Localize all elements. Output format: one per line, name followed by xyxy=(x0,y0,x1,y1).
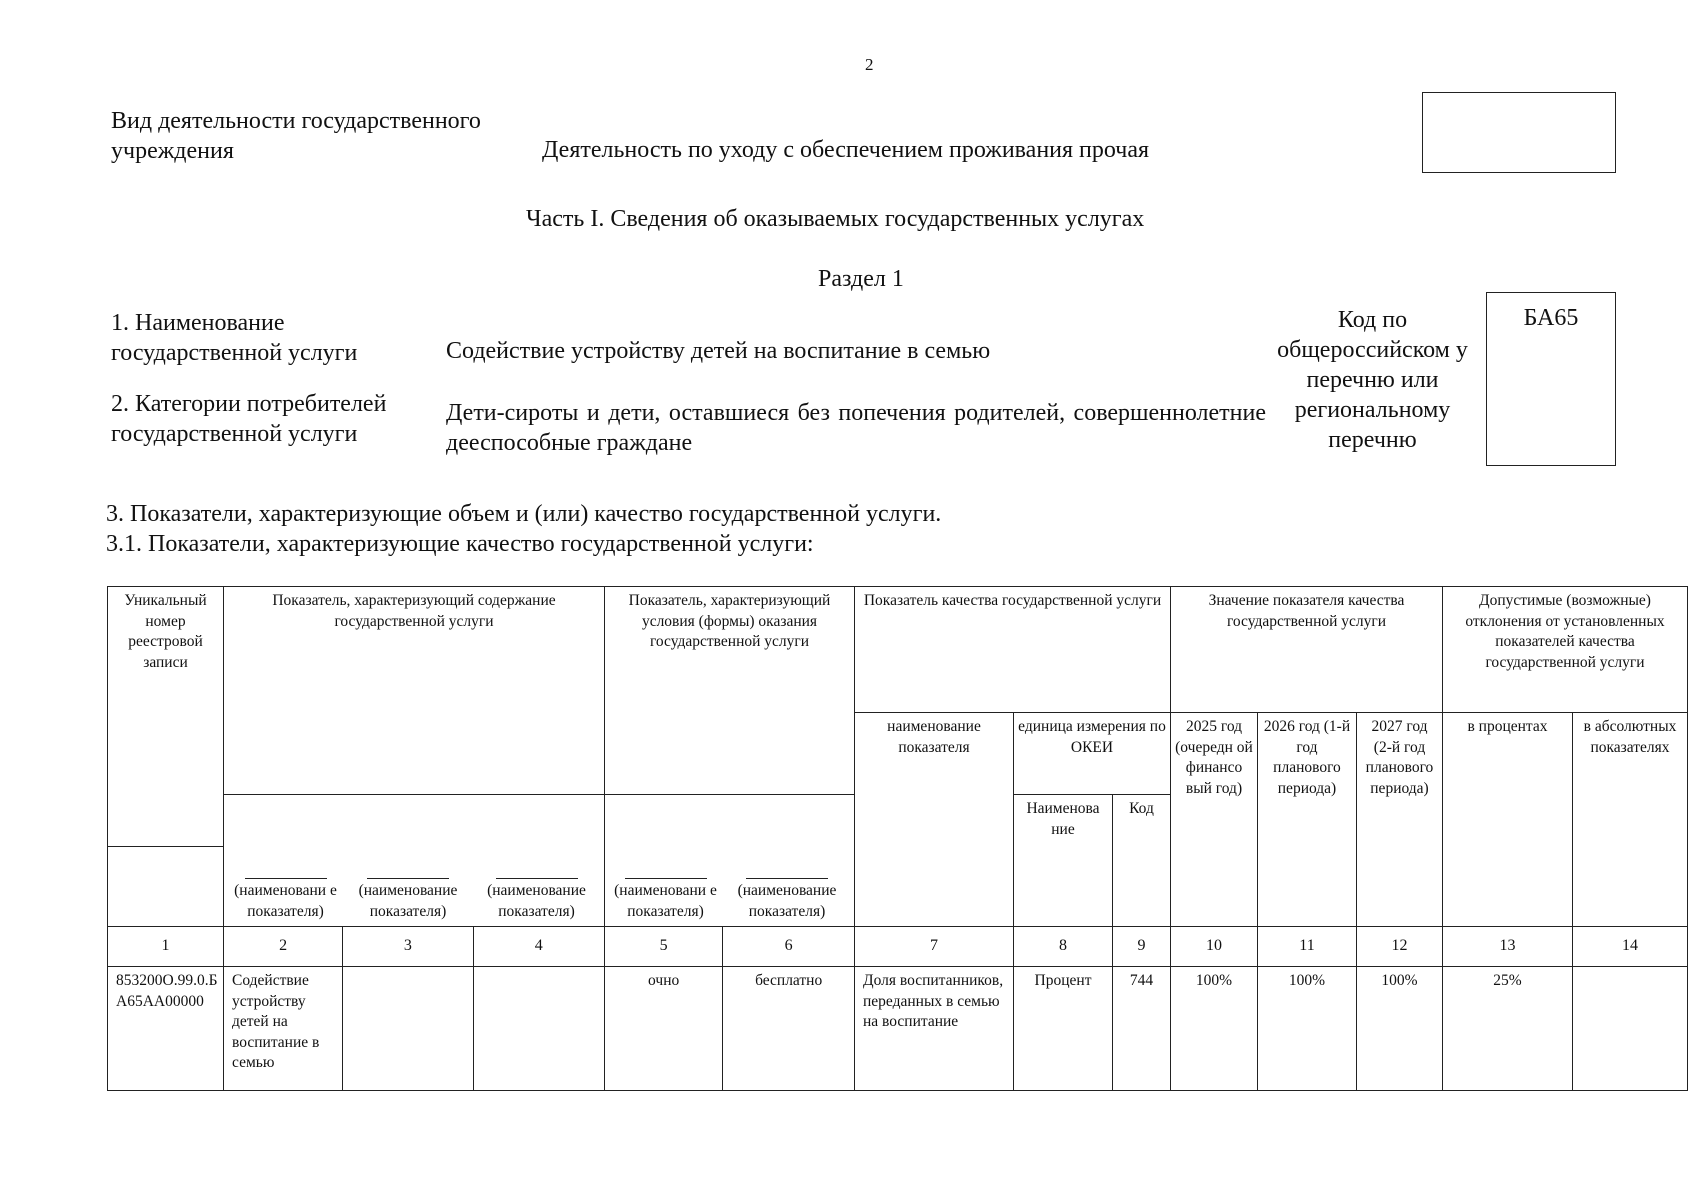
header-percent: в процентах xyxy=(1443,713,1573,927)
header-deviation: Допустимые (возможные) отклонения от установленных показателей качества государственной услуги xyxy=(1443,587,1688,713)
conditions-subcells xyxy=(605,795,855,927)
col-number: 13 xyxy=(1443,927,1573,967)
header-quality: Показатель качества государственной услуги xyxy=(855,587,1171,713)
header-2027-line1: 2027 год xyxy=(1371,718,1428,735)
activity-label-line2: учреждения xyxy=(111,138,234,164)
col-number: 9 xyxy=(1113,927,1171,967)
service-name-label-line2: государственной услуги xyxy=(111,340,358,366)
heading-3: 3. Показатели, характеризующие объем и (или) качество государственной услуги. xyxy=(106,501,942,527)
cell-unit-name: Процент xyxy=(1014,967,1113,1091)
table-row xyxy=(108,967,1688,1091)
cell-2026: 100% xyxy=(1258,967,1357,1091)
code-box xyxy=(1486,292,1616,466)
col-number: 7 xyxy=(855,927,1014,967)
col-number: 2 xyxy=(224,927,343,967)
column-number-row xyxy=(108,927,1688,967)
col-number: 14 xyxy=(1573,927,1688,967)
cell-col4 xyxy=(473,967,604,1091)
cell-unique: 853200О.99.0.БА65АА00000 xyxy=(108,967,224,1091)
header-conditions: Показатель, характеризующий условия (формы) оказания государственной услуги xyxy=(605,587,855,795)
header-2027-line3: планового xyxy=(1365,759,1434,776)
service-name-label xyxy=(111,308,441,368)
col-number: 3 xyxy=(343,927,473,967)
col-number: 8 xyxy=(1014,927,1113,967)
sub-3-wrap xyxy=(344,878,472,922)
header-content: Показатель, характеризующий содержание государственной услуги xyxy=(224,587,605,795)
quality-indicators-table xyxy=(107,586,1688,1091)
col-number: 11 xyxy=(1258,927,1357,967)
sub-5-wrap xyxy=(608,878,723,922)
content-subcells xyxy=(224,795,605,927)
consumers-label-line1: 2. Категории потребителей xyxy=(111,391,387,417)
service-name-label-line1: 1. Наименование xyxy=(111,310,285,336)
col-number: 10 xyxy=(1171,927,1258,967)
sub-2: (наименовани е показателя) xyxy=(234,882,337,920)
consumers-label xyxy=(111,389,441,449)
cell-2027: 100% xyxy=(1357,967,1443,1091)
header-2027 xyxy=(1357,713,1443,927)
cell-2025: 100% xyxy=(1171,967,1258,1091)
heading-3-1: 3.1. Показатели, характеризующие качество государственной услуги: xyxy=(106,531,814,557)
header-absolute: в абсолютных показателях xyxy=(1573,713,1688,927)
cell-unit-code: 744 xyxy=(1113,967,1171,1091)
col-number: 1 xyxy=(108,927,224,967)
sub-4-wrap xyxy=(472,878,601,922)
header-unit-name: Наименова ние xyxy=(1014,795,1113,927)
col-number: 4 xyxy=(473,927,604,967)
service-name-value: Содействие устройству детей на воспитание в семью xyxy=(446,338,991,364)
cell-col3 xyxy=(343,967,473,1091)
cell-content: Содействие устройству детей на воспитание в семью xyxy=(224,967,343,1091)
activity-label xyxy=(111,106,541,166)
header-2025: 2025 год (очередн ой финансо вый год) xyxy=(1171,713,1258,927)
header-2027-line2: (2-й год xyxy=(1373,738,1426,756)
consumers-value: Дети-сироты и дети, оставшиеся без попечения родителей, совершеннолетние дееспособные граждане xyxy=(446,400,1266,456)
header-2026: 2026 год (1-й год планового периода) xyxy=(1258,713,1357,927)
consumers-label-line2: государственной услуги xyxy=(111,421,358,447)
sub-5: (наименовани е показателя) xyxy=(614,882,717,920)
col-number: 6 xyxy=(723,927,855,967)
cell-percent: 25% xyxy=(1443,967,1573,1091)
header-unique-blank xyxy=(108,847,224,927)
col-number: 12 xyxy=(1357,927,1443,967)
sub-6: (наименование показателя) xyxy=(737,882,837,920)
part-title: Часть I. Сведения об оказываемых государственных услугах xyxy=(526,206,1145,232)
cell-indicator: Доля воспитанников, переданных в семью на воспитание xyxy=(855,967,1014,1091)
sub-4: (наименование показателя) xyxy=(487,882,586,920)
sub-6-wrap xyxy=(723,878,851,922)
code-label: Код по общероссийском у перечню или региональному перечню xyxy=(1277,307,1468,453)
sub-2-wrap xyxy=(227,878,344,922)
code-value: БА65 xyxy=(1523,305,1579,331)
header-unique: Уникальный номер реестровой записи xyxy=(108,587,224,847)
sub-3: (наименование показателя) xyxy=(358,882,458,920)
section-title: Раздел 1 xyxy=(818,266,904,292)
header-value: Значение показателя качества государственной услуги xyxy=(1171,587,1443,713)
header-2027-line4: периода) xyxy=(1370,779,1429,797)
activity-value: Деятельность по уходу с обеспечением проживания прочая xyxy=(542,137,1150,163)
col-number: 5 xyxy=(605,927,723,967)
header-unit-code: Код xyxy=(1113,795,1171,927)
activity-label-line1: Вид деятельности государственного xyxy=(111,108,481,134)
activity-code-box xyxy=(1422,92,1616,173)
header-unit: единица измерения по ОКЕИ xyxy=(1014,713,1171,795)
page-number: 2 xyxy=(865,55,874,74)
cell-form: очно xyxy=(605,967,723,1091)
cell-absolute xyxy=(1573,967,1688,1091)
header-indicator-name: наименование показателя xyxy=(855,713,1014,927)
cell-payment: бесплатно xyxy=(723,967,855,1091)
